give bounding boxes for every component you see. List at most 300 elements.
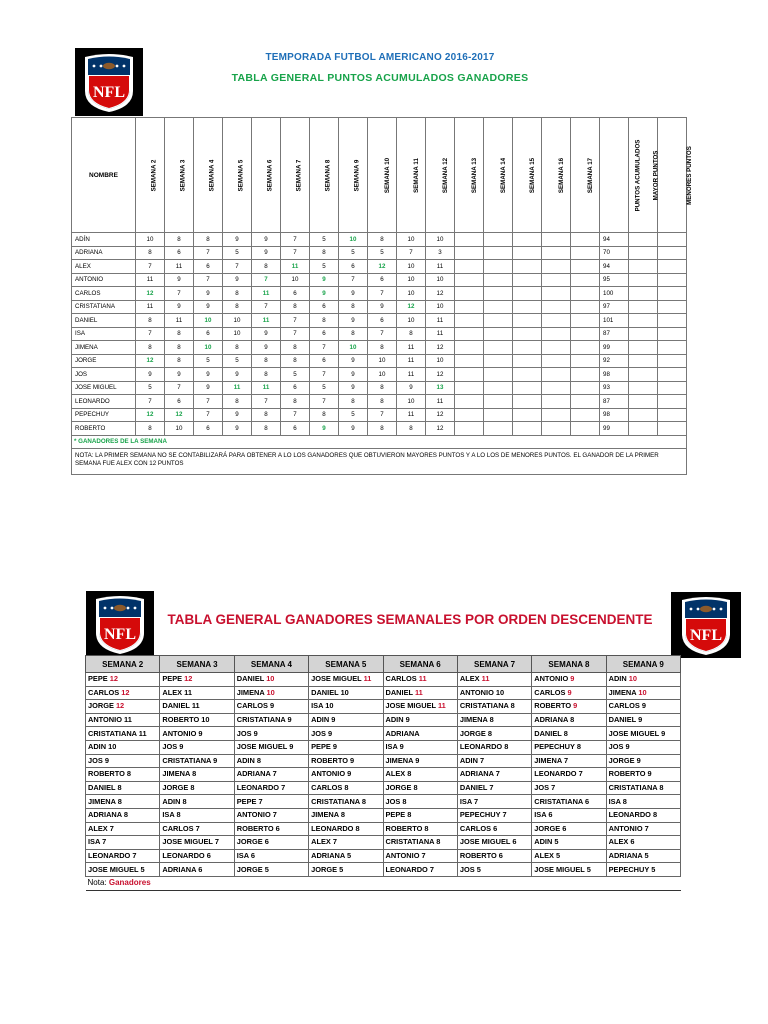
winner-name: DANIEL (385, 687, 415, 697)
winner-points: 8 (117, 783, 122, 793)
week-score: 6 (310, 327, 339, 341)
week-score (484, 341, 513, 355)
winner-points: 7 (429, 864, 434, 874)
week-score: 8 (252, 260, 281, 274)
week-score: 10 (339, 341, 368, 355)
winner-points: 10 (340, 687, 349, 697)
winner-points: 8 (413, 783, 418, 793)
week-score: 7 (194, 246, 223, 260)
winner-cell (234, 795, 308, 809)
table-row (72, 260, 687, 274)
total-points: 87 (600, 395, 629, 409)
points-table-title: TABLA GENERAL PUNTOS ACUMULADOS GANADORES (231, 72, 529, 84)
min-points (658, 233, 687, 247)
week-score (455, 246, 484, 260)
week-score (455, 260, 484, 274)
total-points: 100 (600, 287, 629, 301)
week-score: 10 (397, 273, 426, 287)
week-score: 10 (397, 314, 426, 328)
week-score: 7 (281, 233, 310, 247)
winner-points: 9 (399, 742, 404, 752)
week-score: 10 (397, 233, 426, 247)
winner-points: 8 (340, 810, 345, 820)
col-header (136, 118, 165, 233)
week-score: 10 (136, 233, 165, 247)
winner-points: 10 (325, 701, 334, 711)
winner-name: JOSE MIGUEL (236, 742, 290, 752)
min-points (658, 273, 687, 287)
week-score: 10 (194, 314, 223, 328)
week-score (484, 368, 513, 382)
winner-name: JORGE (534, 823, 563, 833)
week-score (484, 408, 513, 422)
player-name: ROBERTO (72, 422, 136, 436)
nfl-shield-icon (679, 594, 733, 656)
week-score: 7 (252, 395, 281, 409)
winner-name: LEONARDO (236, 783, 282, 793)
player-name: ALEX (72, 260, 136, 274)
winner-name: JOSE MIGUEL (88, 864, 141, 874)
winner-name: JOS (236, 728, 254, 738)
week-score (571, 381, 600, 395)
week-score: 10 (397, 287, 426, 301)
winner-cell (532, 836, 606, 850)
winner-points: 7 (109, 823, 114, 833)
player-name: ANTONIO (72, 273, 136, 287)
winner-points: 5 (339, 864, 344, 874)
week-score: 9 (252, 341, 281, 355)
week-score (513, 327, 542, 341)
week-score: 10 (194, 341, 223, 355)
max-points (629, 408, 658, 422)
winner-cell (86, 686, 160, 700)
winner-name: PEPECHUY (608, 864, 652, 874)
winner-points: 8 (487, 728, 492, 738)
week-score: 8 (223, 395, 252, 409)
winner-name: ISA (534, 810, 549, 820)
winner-points: 8 (504, 742, 509, 752)
winner-points: 5 (651, 864, 656, 874)
nota-winners: Ganadores (108, 878, 151, 888)
week-score: 12 (136, 287, 165, 301)
winner-cell (234, 686, 308, 700)
winner-name: CARLOS (162, 823, 196, 833)
winner-name: PEPECHUY (459, 810, 503, 820)
winner-cell (234, 740, 308, 754)
winner-points: 9 (636, 755, 641, 765)
week-score (513, 354, 542, 368)
week-score: 8 (136, 422, 165, 436)
week-score: 9 (339, 354, 368, 368)
week-score (571, 260, 600, 274)
winner-points: 7 (473, 796, 479, 806)
week-score: 8 (252, 408, 281, 422)
winner-points: 9 (573, 701, 578, 711)
winner-cell (383, 795, 457, 809)
table-row (86, 740, 681, 754)
week-score: 9 (339, 422, 368, 436)
winner-points: 12 (115, 701, 125, 711)
player-name: CRISTATIANA (72, 300, 136, 314)
week-score: 9 (165, 300, 194, 314)
week-score (484, 354, 513, 368)
winner-name: ALEX (162, 687, 185, 697)
winner-points: 11 (191, 701, 200, 711)
winner-name: CARLOS (534, 687, 568, 697)
table-row (72, 327, 687, 341)
week-score: 8 (368, 341, 397, 355)
winner-points: 6 (562, 823, 567, 833)
winner-cell (309, 795, 383, 809)
week-score (542, 300, 571, 314)
week-score: 9 (310, 273, 339, 287)
winner-points: 7 (421, 851, 426, 861)
min-points (658, 354, 687, 368)
col-header (542, 118, 571, 233)
week-score (571, 327, 600, 341)
winner-points: 12 (121, 687, 130, 697)
winner-cell (532, 849, 606, 863)
winner-name: ADRIANA (88, 810, 124, 820)
col-header-label: SEMANA 4 (208, 159, 216, 191)
winner-points: 7 (132, 851, 137, 861)
week-score (484, 314, 513, 328)
week-score (542, 287, 571, 301)
min-points (658, 246, 687, 260)
winner-cell (309, 727, 383, 741)
winner-name: ADIN (608, 674, 629, 684)
week-score (513, 314, 542, 328)
winner-name: PEPE (236, 796, 259, 806)
nfl-shield-icon (82, 51, 136, 113)
winner-cell (160, 808, 234, 822)
min-points (658, 314, 687, 328)
table-row (86, 673, 681, 687)
winner-name: CRISTATIANA (385, 837, 437, 847)
winner-points: 5 (476, 864, 481, 874)
winner-name: PEPECHUY (534, 742, 577, 752)
week-score: 6 (339, 260, 368, 274)
winner-name: JORGE (236, 837, 265, 847)
winner-points: 8 (407, 769, 412, 779)
min-points (658, 260, 687, 274)
max-points (629, 314, 658, 328)
week-score: 7 (310, 368, 339, 382)
winner-name: JIMENA (459, 715, 490, 725)
winner-name: ADRIANA (162, 864, 199, 874)
week-score: 7 (136, 260, 165, 274)
winner-name: ALEX (88, 823, 110, 833)
week-score: 5 (136, 381, 165, 395)
winner-cell (457, 727, 531, 741)
week-score: 11 (252, 381, 281, 395)
winner-cell (383, 740, 457, 754)
week-score: 9 (339, 368, 368, 382)
week-score: 9 (339, 314, 368, 328)
winner-points: 9 (625, 742, 630, 752)
winner-name: DANIEL (88, 783, 118, 793)
week-score (542, 341, 571, 355)
week-score: 8 (281, 341, 310, 355)
winner-cell (309, 768, 383, 782)
winner-cell (606, 808, 680, 822)
week-score: 9 (252, 233, 281, 247)
winner-name: ADRIANA (534, 715, 571, 725)
winner-points: 6 (198, 864, 203, 874)
week-score (542, 354, 571, 368)
winner-cell (234, 849, 308, 863)
winner-points: 8 (563, 728, 568, 738)
winner-points: 9 (104, 755, 109, 765)
winner-name: ADIN (534, 837, 555, 847)
week-score (571, 341, 600, 355)
winner-name: ISA (459, 796, 474, 806)
week-score: 7 (281, 408, 310, 422)
week-score: 5 (223, 246, 252, 260)
table-row (86, 768, 681, 782)
winner-points: 9 (327, 728, 333, 738)
winner-cell (160, 686, 234, 700)
winner-name: ANTONIO (311, 769, 348, 779)
winner-name: ADIN (311, 715, 332, 725)
winner-cell (234, 727, 308, 741)
winner-cell (160, 836, 234, 850)
winner-points: 12 (184, 674, 193, 684)
min-points (658, 368, 687, 382)
week-score (513, 287, 542, 301)
winner-name: CRISTATIANA (459, 701, 511, 711)
total-points: 101 (600, 314, 629, 328)
note-row (72, 449, 687, 475)
week-score: 3 (426, 246, 455, 260)
winner-points: 8 (510, 701, 515, 711)
winner-cell (532, 700, 606, 714)
winner-cell (86, 754, 160, 768)
winner-points: 12 (109, 674, 119, 684)
winner-cell (234, 754, 308, 768)
week-score (455, 341, 484, 355)
winner-cell (606, 849, 680, 863)
winner-points: 8 (192, 769, 197, 779)
col-header-label: SEMANA 3 (179, 159, 187, 191)
week-score: 12 (165, 408, 194, 422)
winner-points: 8 (361, 796, 367, 806)
winner-name: ANTONIO (162, 728, 199, 738)
winner-cell (457, 808, 531, 822)
winner-cell (383, 822, 457, 836)
week-score: 12 (426, 287, 455, 301)
winner-points: 11 (138, 728, 147, 738)
week-header: SEMANA 5 (309, 656, 383, 673)
week-score (542, 246, 571, 260)
winner-points: 6 (206, 851, 211, 861)
winner-points: 8 (256, 755, 261, 765)
week-score: 7 (194, 273, 223, 287)
table-row (86, 754, 681, 768)
winner-name: JIMENA (88, 796, 118, 806)
week-score: 9 (223, 273, 252, 287)
week-score: 7 (252, 300, 281, 314)
player-name: ISA (72, 327, 136, 341)
winner-cell (309, 740, 383, 754)
max-points (629, 287, 658, 301)
winner-points: 7 (272, 810, 277, 820)
winner-cell (234, 673, 308, 687)
winner-points: 5 (644, 851, 649, 861)
winner-points: 7 (258, 796, 263, 806)
table-row (72, 368, 687, 382)
player-name: ADRIANA (72, 246, 136, 260)
winner-name: ROBERTO (88, 769, 127, 779)
week-score (484, 300, 513, 314)
table-row (86, 781, 681, 795)
week-score (455, 395, 484, 409)
winner-name: ANTONIO (459, 687, 496, 697)
week-score: 11 (165, 314, 194, 328)
winner-points: 6 (275, 823, 280, 833)
total-points: 92 (600, 354, 629, 368)
col-header-label: SEMANA 14 (500, 157, 508, 193)
col-header-label: SEMANA 11 (412, 157, 420, 193)
winner-points: 11 (363, 674, 372, 684)
total-points: 94 (600, 233, 629, 247)
nfl-logo-text: NFL (690, 627, 722, 644)
winner-name: JOS (311, 728, 328, 738)
week-score: 5 (339, 246, 368, 260)
winner-cell (532, 713, 606, 727)
winners-legend: * GANADORES DE LA SEMANA (72, 435, 687, 449)
winner-points: 6 (264, 837, 269, 847)
table-row (72, 422, 687, 436)
winner-name: ROBERTO (236, 823, 276, 833)
winner-cell (606, 754, 680, 768)
week-score (513, 395, 542, 409)
week-score (542, 381, 571, 395)
week-score: 11 (252, 314, 281, 328)
week-score: 11 (136, 300, 165, 314)
total-points: 95 (600, 273, 629, 287)
winner-points: 5 (264, 864, 269, 874)
week-score: 6 (281, 381, 310, 395)
week-score (542, 314, 571, 328)
winner-name: JIMENA (162, 769, 193, 779)
winner-points: 9 (253, 728, 258, 738)
week-score: 8 (368, 395, 397, 409)
weekly-winners-header (86, 656, 681, 673)
winner-name: JIMENA (236, 687, 267, 697)
winner-name: ADRIANA (236, 769, 273, 779)
winner-cell (86, 781, 160, 795)
winner-cell (160, 863, 234, 877)
winner-cell (309, 686, 383, 700)
col-header (165, 118, 194, 233)
winner-cell (160, 781, 234, 795)
winner-name: ANTONIO (608, 823, 645, 833)
col-header (368, 118, 397, 233)
week-score: 8 (223, 341, 252, 355)
week-score (455, 422, 484, 436)
col-header (223, 118, 252, 233)
winner-cell (86, 849, 160, 863)
winner-name: CRISTATIANA (608, 783, 660, 793)
winner-cell (383, 836, 457, 850)
col-header-label: PUNTOS ACUMULADOS (634, 139, 642, 211)
week-score: 10 (281, 273, 310, 287)
winner-cell (457, 849, 531, 863)
winner-name: ANTONIO (236, 810, 273, 820)
week-score: 13 (426, 381, 455, 395)
winner-cell (309, 849, 383, 863)
winner-name: LEONARDO (88, 851, 133, 861)
week-score: 6 (165, 395, 194, 409)
winner-points: 11 (481, 674, 490, 684)
winner-cell (606, 673, 680, 687)
winner-cell (457, 740, 531, 754)
winner-cell (160, 768, 234, 782)
winner-points: 6 (630, 837, 635, 847)
week-score: 9 (310, 422, 339, 436)
winner-cell (86, 673, 160, 687)
winner-name: PEPE (162, 674, 185, 684)
nfl-logo-mid-left (86, 591, 154, 657)
total-points: 98 (600, 408, 629, 422)
winner-cell (383, 754, 457, 768)
week-header: SEMANA 8 (532, 656, 606, 673)
max-points (629, 341, 658, 355)
winner-cell (532, 863, 606, 877)
week-score (513, 300, 542, 314)
winner-cell (457, 863, 531, 877)
week-score: 9 (194, 300, 223, 314)
week-score: 6 (368, 273, 397, 287)
winner-points: 9 (350, 755, 355, 765)
player-name: CARLOS (72, 287, 136, 301)
winner-cell (234, 863, 308, 877)
col-header (658, 118, 693, 233)
week-score (542, 327, 571, 341)
winner-points: 10 (266, 687, 275, 697)
winner-name: JOS (162, 742, 180, 752)
winner-name: CARLOS (459, 823, 494, 833)
winner-points: 7 (195, 823, 200, 833)
winner-cell (86, 795, 160, 809)
table-row (86, 808, 681, 822)
week-score (542, 233, 571, 247)
week-score: 8 (339, 327, 368, 341)
total-points: 98 (600, 368, 629, 382)
week-score: 7 (136, 327, 165, 341)
winner-name: JORGE (459, 728, 488, 738)
col-header-label: SEMANA 7 (295, 159, 303, 191)
player-name: DANIEL (72, 314, 136, 328)
winner-cell (383, 808, 457, 822)
winner-points: 8 (355, 823, 360, 833)
winner-cell (532, 822, 606, 836)
winner-points: 11 (418, 674, 427, 684)
week-score: 11 (426, 395, 455, 409)
player-name: LEONARDO (72, 395, 136, 409)
week-score: 11 (426, 260, 455, 274)
week-score: 5 (310, 233, 339, 247)
winner-points: 7 (644, 823, 649, 833)
winner-cell (532, 781, 606, 795)
winner-cell (532, 808, 606, 822)
winner-points: 6 (512, 837, 517, 847)
winner-points: 7 (480, 755, 485, 765)
week-score: 12 (426, 422, 455, 436)
winner-name: JORGE (608, 755, 637, 765)
winner-cell (234, 836, 308, 850)
